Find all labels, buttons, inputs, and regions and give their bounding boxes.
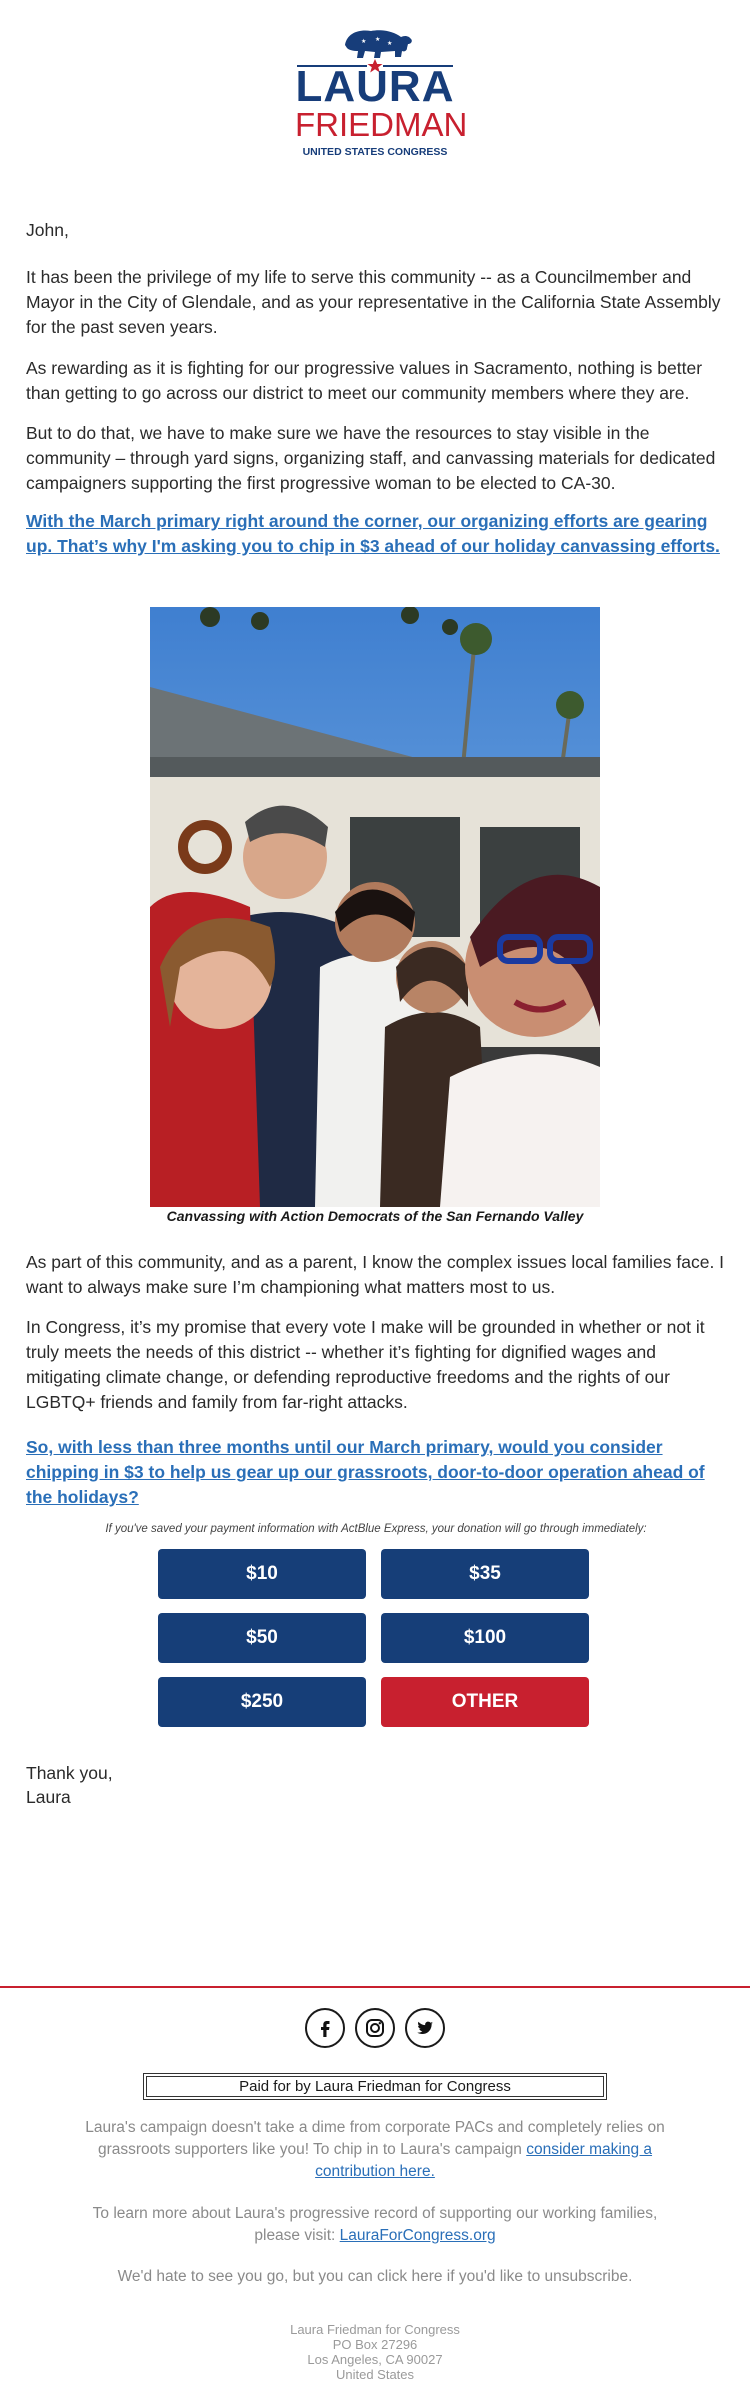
footer-divider xyxy=(0,1986,750,1988)
donate-other-button[interactable]: OTHER xyxy=(381,1677,589,1727)
logo-last-name: FRIEDMAN xyxy=(295,106,468,143)
campaign-logo xyxy=(295,15,468,158)
pac-disclaimer xyxy=(75,2117,675,2183)
twitter-icon[interactable] xyxy=(405,2008,445,2048)
website-link[interactable]: LauraForCongress.org xyxy=(339,2227,496,2244)
paragraph: As part of this community, and as a parent, I know the complex issues local families face. I want to always make sure I’m championing what matters most to us. xyxy=(26,1252,725,1297)
svg-text:★: ★ xyxy=(361,38,367,45)
svg-text:★: ★ xyxy=(387,40,393,47)
photo-caption: Canvassing with Action Democrats of the San Fernando Valley xyxy=(166,1208,584,1224)
paid-for-box xyxy=(143,2073,607,2100)
signature: Laura xyxy=(26,1787,71,1807)
donate-link-secondary[interactable]: So, with less than three months until our March primary, would you consider chipping in $3 to help us gear up our grassroots, door-to-door operation ahead of the holidays? xyxy=(26,1437,705,1507)
unsubscribe-link[interactable]: We'd hate to see you go, but you can click here if you'd like to unsubscribe. xyxy=(117,2268,633,2285)
donate-link-primary[interactable]: With the March primary right around the corner, our organizing efforts are gearing up. That’s why I'm asking you to chip in $3 ahead of our holiday canvassing efforts. xyxy=(26,511,720,556)
donate-250-button[interactable]: $250 xyxy=(158,1677,366,1727)
address-line: United States xyxy=(335,2367,415,2382)
paragraph: As rewarding as it is fighting for our progressive values in Sacramento, nothing is better than getting to go across our district to meet our community members where they are. xyxy=(26,358,703,403)
paragraph: But to do that, we have to make sure we have the resources to stay visible in the community – through yard signs, organizing staff, and canvassing materials for dedicated campaigners supporting the first progressive woman to be elected to CA-30. xyxy=(26,423,716,493)
paragraph: In Congress, it’s my promise that every vote I make will be grounded in whether or not it truly meets the needs of this district -- whether it’s fighting for dignified wages and mitigating climate change, or defending reproductive freedoms and the rights of our LGBTQ+ friends and family from far-right attacks. xyxy=(26,1317,705,1412)
signoff: Thank you, xyxy=(26,1763,113,1783)
donate-100-button[interactable]: $100 xyxy=(381,1613,589,1663)
pac-text: Laura's campaign doesn't take a dime from corporate PACs and completely relies on grassroots supporters like you! To chip in to Laura's campaign xyxy=(85,2119,665,2158)
address-line: Laura Friedman for Congress xyxy=(290,2322,460,2337)
greeting: John, xyxy=(26,220,69,240)
paid-for-text: Paid for by Laura Friedman for Congress xyxy=(146,2076,604,2097)
learn-more xyxy=(75,2203,675,2247)
address-line: Los Angeles, CA 90027 xyxy=(307,2352,443,2367)
canvassing-photo xyxy=(150,607,600,1207)
contribution-link[interactable]: consider making a contribution here. xyxy=(315,2141,653,2180)
learn-text: To learn more about Laura's progressive record of supporting our working families, please visit: xyxy=(92,2205,658,2244)
instagram-icon[interactable] xyxy=(355,2008,395,2048)
actblue-express-note: If you've saved your payment information with ActBlue Express, your donation will go through immediately: xyxy=(105,1523,647,1535)
address-line: PO Box 27296 xyxy=(332,2337,418,2352)
logo-first-name: LAURA xyxy=(295,62,455,111)
logo-subtitle: UNITED STATES CONGRESS xyxy=(302,146,448,158)
donate-10-button[interactable]: $10 xyxy=(158,1549,366,1599)
facebook-icon[interactable] xyxy=(305,2008,345,2048)
donate-35-button[interactable]: $35 xyxy=(381,1549,589,1599)
svg-text:★: ★ xyxy=(375,36,381,43)
donate-50-button[interactable]: $50 xyxy=(158,1613,366,1663)
paragraph: It has been the privilege of my life to serve this community -- as a Councilmember and Mayor in the City of Glendale, and as your representative in the California State Assembly for the past seven years. xyxy=(26,267,721,337)
